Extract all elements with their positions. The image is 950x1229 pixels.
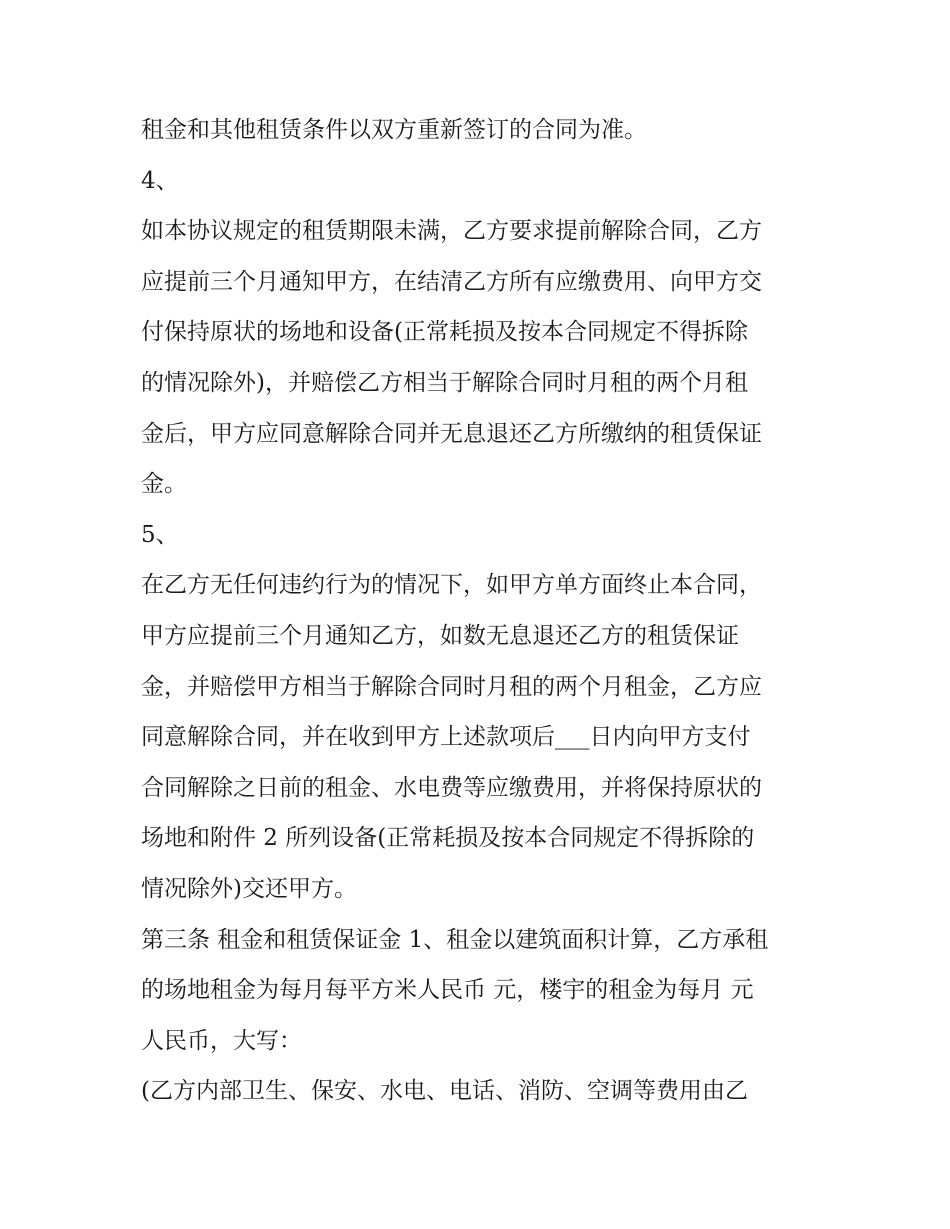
text-line: 同意解除合同，并在收到甲方上述款项后___日内向甲方支付 (141, 724, 751, 751)
text-line: 如本协议规定的租赁期限未满，乙方要求提前解除合同，乙方 (141, 218, 762, 245)
text-line: 金，并赔偿甲方相当于解除合同时月租的两个月租金，乙方应 (141, 673, 762, 700)
text-line: 付保持原状的场地和设备(正常耗损及按本合同规定不得拆除 (141, 319, 748, 346)
clause-number: 4、 (141, 167, 179, 194)
article-heading-line: 第三条 租金和租赁保证金 1、租金以建筑面积计算，乙方承租 (141, 926, 769, 953)
text-line: 在乙方无任何违约行为的情况下，如甲方单方面终止本合同， (141, 572, 762, 599)
text-line: (乙方内部卫生、保安、水电、电话、消防、空调等费用由乙 (141, 1078, 748, 1105)
text-line: 甲方应提前三个月通知乙方，如数无息退还乙方的租赁保证 (141, 622, 739, 649)
clause-number: 5、 (141, 521, 179, 548)
text-line: 的情况除外)，并赔偿乙方相当于解除合同时月租的两个月租 (141, 369, 748, 396)
contract-text (141, 105, 821, 1117)
text-line: 金后，甲方应同意解除合同并无息退还乙方所缴纳的租赁保证 (141, 420, 762, 447)
text-line: 的场地租金为每月每平方米人民币 元，楼宇的租金为每月 元 (141, 977, 754, 1004)
text-line: 情况除外)交还甲方。 (141, 875, 357, 902)
text-line: 人民币，大写： (141, 1027, 302, 1054)
text-line: 应提前三个月通知甲方，在结清乙方所有应缴费用、向甲方交 (141, 268, 762, 295)
text-line: 场地和附件 2 所列设备(正常耗损及按本合同规定不得拆除的 (141, 825, 755, 852)
text-line: 金。 (141, 471, 187, 498)
text-line: 合同解除之日前的租金、水电费等应缴费用，并将保持原状的 (141, 774, 762, 801)
text-line: 租金和其他租赁条件以双方重新签订的合同为准。 (141, 117, 647, 143)
